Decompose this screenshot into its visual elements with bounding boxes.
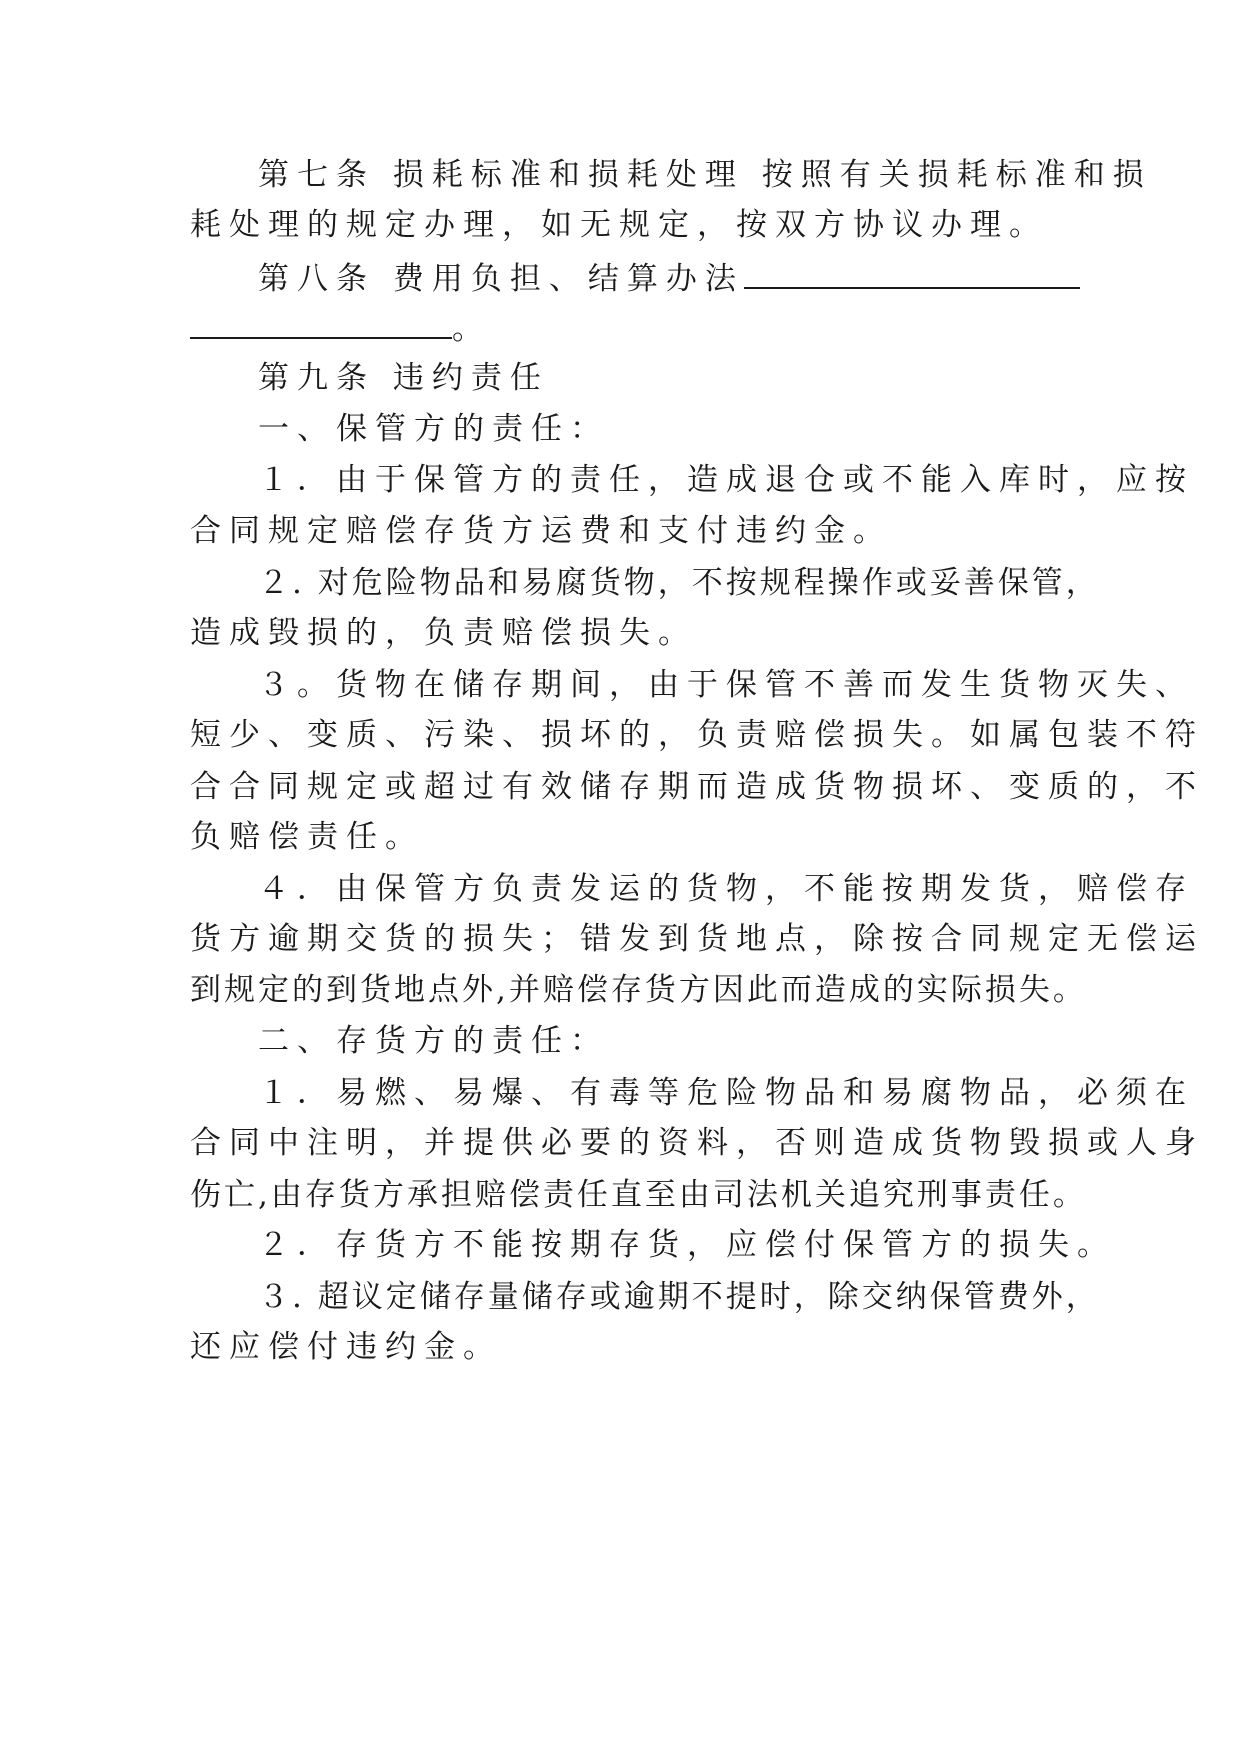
custodian-item-3-line-4: 负赔偿责任。	[190, 819, 424, 855]
depositor-item-1-line-3: 伤亡,由存货方承担赔偿责任直至由司法机关追究刑事责任。	[190, 1177, 1087, 1213]
custodian-item-2-line-2: 造成毁损的，负责赔偿损失。	[190, 615, 697, 651]
custodian-item-1-line-1: １．由于保管方的责任，造成退仓或不能入库时，应按	[258, 462, 1194, 498]
custodian-item-2-line-1: ２. 对危险物品和易腐货物，不按规程操作或妥善保管，	[258, 565, 1100, 601]
article-8-text: 第八条 费用负担、结算办法	[258, 261, 744, 297]
custodian-item-1-line-2: 合同规定赔偿存货方运费和支付违约金。	[190, 513, 892, 549]
article-7-line-1: 第七条 损耗标准和损耗处理 按照有关损耗标准和损	[258, 157, 1152, 193]
article-8-line-1	[258, 257, 1080, 297]
fill-in-blank	[744, 257, 1080, 289]
depositor-item-2-line-1: ２．存货方不能按期存货，应偿付保管方的损失。	[258, 1227, 1116, 1263]
article-8-end: 。	[452, 311, 491, 347]
article-7-line-2: 耗处理的规定办理，如无规定，按双方协议办理。	[190, 207, 1048, 243]
custodian-item-4-line-1: ４．由保管方负责发运的货物，不能按期发货，赔偿存	[258, 871, 1194, 907]
custodian-item-4-line-2: 货方逾期交货的损失；错发到货地点，除按合同规定无偿运	[190, 921, 1204, 957]
depositor-item-3-line-2: 还应偿付违约金。	[190, 1329, 502, 1365]
article-9-heading: 第九条 违约责任	[258, 360, 549, 396]
section-depositor-heading: 二、存货方的责任：	[258, 1023, 609, 1059]
article-8-line-2	[190, 307, 491, 347]
custodian-item-3-line-2: 短少、变质、污染、损坏的，负责赔偿损失。如属包装不符	[190, 717, 1204, 753]
custodian-item-3-line-3: 合合同规定或超过有效储存期而造成货物损坏、变质的，不	[190, 769, 1204, 805]
custodian-item-3-line-1: ３。货物在储存期间，由于保管不善而发生货物灭失、	[258, 667, 1194, 703]
custodian-item-4-line-3: 到规定的到货地点外,并赔偿存货方因此而造成的实际损失。	[190, 972, 1087, 1008]
fill-in-blank	[190, 307, 452, 339]
section-custodian-heading: 一、保管方的责任：	[258, 411, 609, 447]
depositor-item-1-line-1: １．易燃、易爆、有毒等危险物品和易腐物品，必须在	[258, 1075, 1194, 1111]
depositor-item-3-line-1: ３. 超议定储存量储存或逾期不提时，除交纳保管费外，	[258, 1279, 1100, 1315]
depositor-item-1-line-2: 合同中注明，并提供必要的资料，否则造成货物毁损或人身	[190, 1125, 1204, 1161]
